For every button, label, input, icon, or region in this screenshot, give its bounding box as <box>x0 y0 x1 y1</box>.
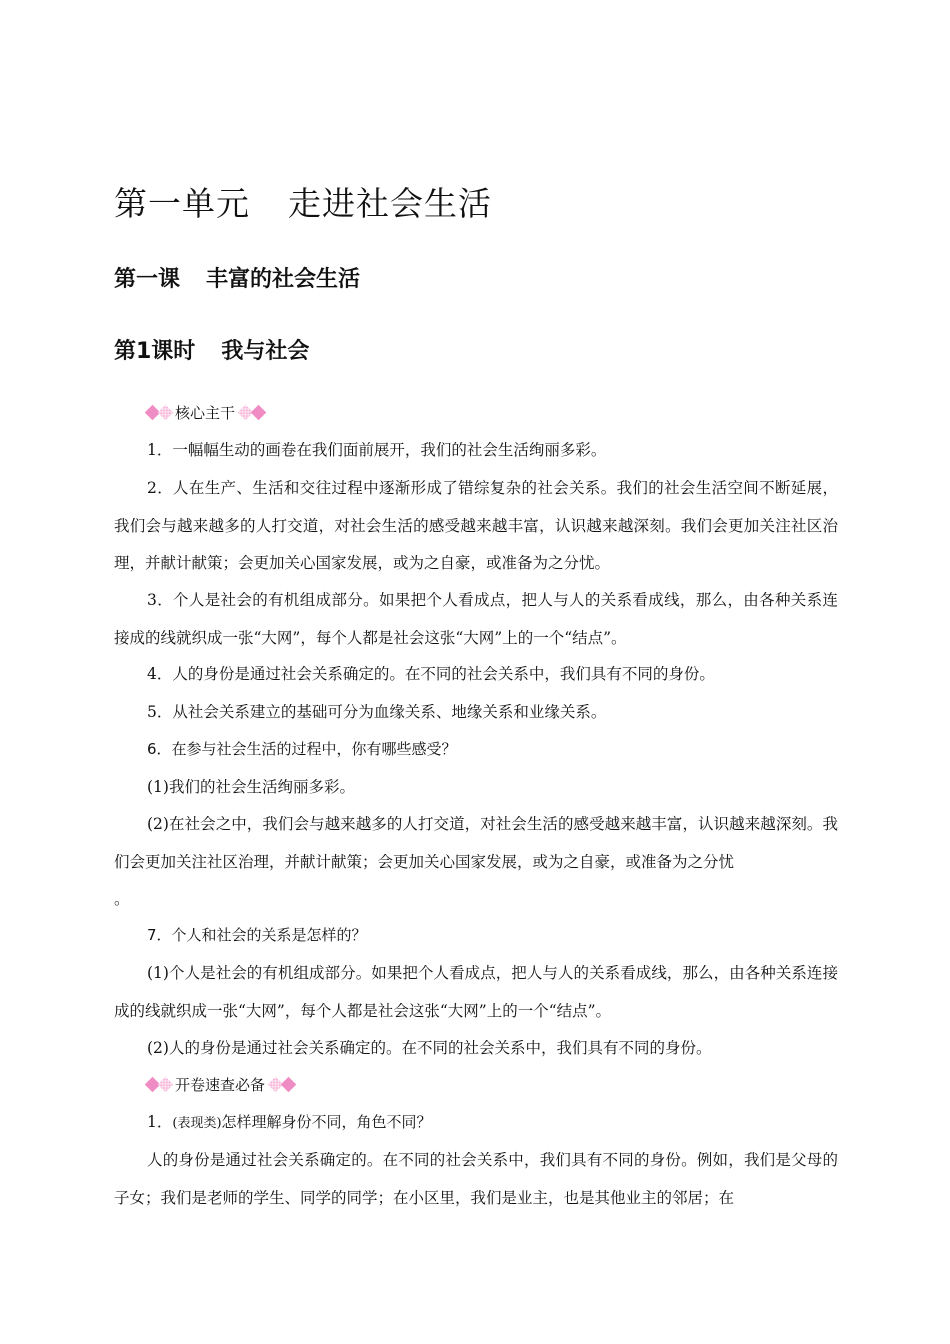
diamond-left-icon <box>146 407 172 418</box>
core-item-2: 2．人在生产、生活和交往过程中逐渐形成了错综复杂的社会关系。我们的社会生活空间不断延展，我们会与越来越多的人打交道，对社会生活的感受越来越丰富，认识越来越深刻。我们会更加关注社区治理，并献计献策；会更加关心国家发展，或为之自豪，或准备为之分忧。 <box>114 479 838 572</box>
lesson-label: 第一课 <box>114 267 181 292</box>
period-label: 第1课时 <box>114 339 196 364</box>
period-title <box>114 334 309 365</box>
answer-6-2: (2)在社会之中，我们会与越来越多的人打交道，对社会生活的感受越来越丰富，认识越来越深刻。我们会更加关注社区治理，并献计献策；会更加关心国家发展，或为之自豪，或准备为之分忧 <box>114 815 838 871</box>
unit-label: 第一单元 <box>114 184 250 223</box>
section-quick-tag <box>146 1073 295 1095</box>
answer-7-1: (1)个人是社会的有机组成部分。如果把个人看成点，把人与人的关系看成线，那么，由各种关系连接成的线就织成一张“大网”，每个人都是社会这张“大网”上的一个“结点”。 <box>114 964 838 1020</box>
answer-6-2-end: 。 <box>114 890 130 908</box>
core-item-4: 4．人的身份是通过社会关系确定的。在不同的社会关系中，我们具有不同的身份。 <box>147 665 715 683</box>
core-item-3: 3．个人是社会的有机组成部分。如果把个人看成点，把人与人的关系看成线，那么，由各种关系连接成的线就织成一张“大网”，每个人都是社会这张“大网”上的一个“结点”。 <box>114 591 838 647</box>
section-core-label: 核心主干 <box>175 403 236 422</box>
period-name: 我与社会 <box>221 339 310 364</box>
core-item-5: 5．从社会关系建立的基础可分为血缘关系、地缘关系和业缘关系。 <box>147 703 607 721</box>
diamond-right-icon <box>269 1079 295 1090</box>
section-quick-label: 开卷速查必备 <box>175 1075 266 1094</box>
core-item-1: 1．一幅幅生动的画卷在我们面前展开，我们的社会生活绚丽多彩。 <box>147 441 607 459</box>
diamond-left-icon <box>146 1079 172 1090</box>
unit-name: 走进社会生活 <box>288 184 492 223</box>
diamond-right-icon <box>239 407 265 418</box>
question-7: 7．个人和社会的关系是怎样的？ <box>147 926 367 944</box>
answer-6-1: (1)我们的社会生活绚丽多彩。 <box>147 778 355 796</box>
quick-question-1-text: 怎样理解身份不同，角色不同？ <box>221 1113 432 1131</box>
unit-title <box>114 178 492 225</box>
quick-question-1-type: (表现类) <box>172 1116 222 1131</box>
lesson-title <box>114 262 360 293</box>
lesson-name: 丰富的社会生活 <box>206 267 361 292</box>
section-core-tag <box>146 401 265 423</box>
answer-7-2: (2)人的身份是通过社会关系确定的。在不同的社会关系中，我们具有不同的身份。 <box>147 1039 712 1057</box>
quick-question-1-number: 1． <box>147 1113 173 1131</box>
question-6: 6．在参与社会生活的过程中，你有哪些感受？ <box>147 740 457 758</box>
quick-question-1 <box>114 1104 838 1143</box>
quick-answer-1: 人的身份是通过社会关系确定的。在不同的社会关系中，我们具有不同的身份。例如，我们是父母的子女；我们是老师的学生、同学的同学；在小区里，我们是业主，也是其他业主的邻居；在 <box>114 1151 838 1207</box>
